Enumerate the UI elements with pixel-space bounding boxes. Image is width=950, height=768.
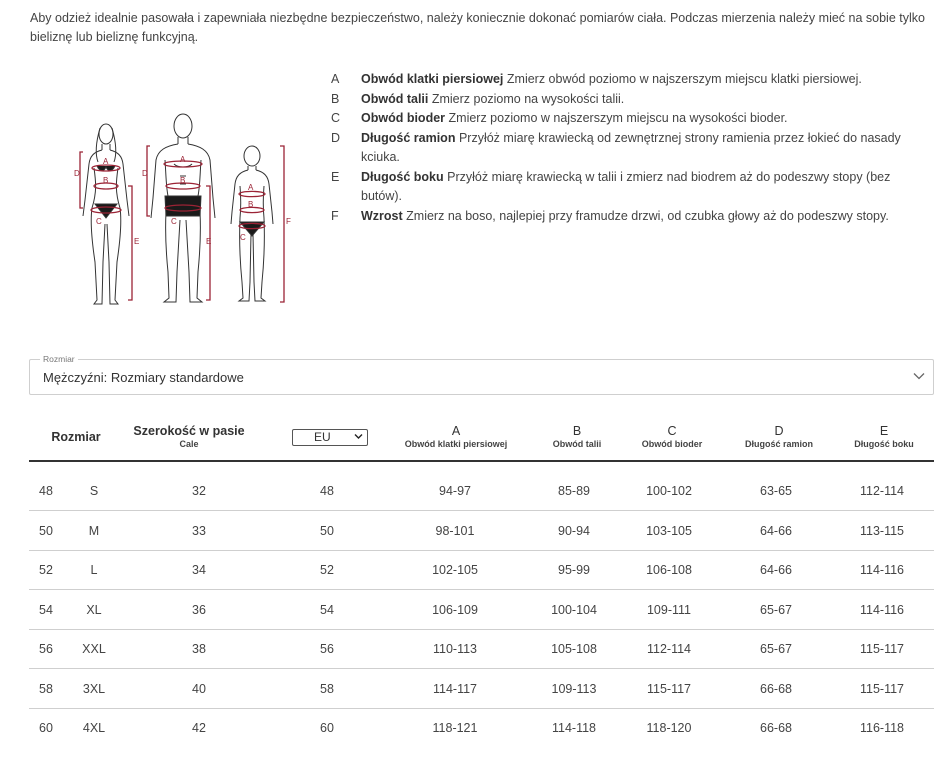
cell-waist: 38 — [192, 642, 206, 656]
size-select-value: Mężczyźni: Rozmiary standardowe — [43, 370, 244, 385]
figure-label-c: C — [96, 217, 102, 226]
cell-waist: 40 — [192, 681, 206, 696]
intro-text: Aby odzież idealnie pasowała i zapewniała niezbędne bezpieczeństwo, należy koniecznie dokonać pomiarów ciała. Podczas mierzenia należy mieć na sobie tylko bieliznę lub bieliznę funkcyjną. — [30, 11, 925, 44]
figure-label-d: D — [142, 169, 148, 178]
legend-description: Zmierz poziomo w najszerszym miejscu na wysokości bioder. — [448, 111, 788, 125]
cell-num: 60 — [39, 721, 53, 735]
body-measurement-illustration — [70, 112, 300, 308]
figure-label-a: A — [180, 155, 186, 164]
legend-item-a: A Obwód klatki piersiowej Zmierz obwód poziomo w najszerszym miejscu klatki piersiowej. — [331, 72, 862, 86]
figure-label-e: E — [134, 237, 140, 246]
cell-size: L — [90, 563, 98, 577]
cell-c: 115-117 — [646, 681, 692, 696]
figure-label-c: C — [240, 233, 246, 242]
header-size: Rozmiar — [51, 430, 101, 444]
cell-waist: 32 — [192, 484, 206, 498]
cell-eu: 52 — [320, 563, 334, 577]
cell-e: 116-118 — [859, 721, 905, 735]
legend-description: Przyłóż miarę krawiecką od zewnętrznej strony ramienia przez łokieć do nasady kciuka. — [361, 130, 901, 164]
cell-d: 63-65 — [760, 484, 792, 498]
cell-c: 103-105 — [646, 523, 692, 538]
cell-d: 64-66 — [760, 563, 792, 577]
cell-b: 85-89 — [558, 484, 590, 498]
legend-item-f: F Wzrost Zmierz na boso, najlepiej przy framudze drzwi, od czubka głowy aż do podeszwy stopy. — [331, 208, 889, 223]
cell-size: XL — [86, 602, 102, 617]
legend-title: Wzrost — [361, 208, 403, 223]
legend-description: Przyłóż miarę krawiecką w talii i zmierz nad biodrem aż do podeszwy stopy (bez butów). — [361, 169, 891, 203]
figure-label-c: C — [171, 217, 177, 226]
cell-a: 98-101 — [435, 523, 475, 538]
size-select-label: Rozmiar — [40, 354, 78, 364]
measurement-legend — [331, 70, 921, 226]
chevron-down-icon — [913, 372, 925, 380]
cell-b: 114-118 — [551, 721, 597, 735]
table-row — [29, 630, 934, 669]
cell-c: 100-102 — [646, 484, 692, 498]
cell-d: 66-68 — [760, 721, 792, 735]
legend-title: Obwód bioder — [361, 111, 446, 125]
cell-eu: 56 — [320, 642, 334, 656]
header-waist: Szerokość w pasie Cale — [133, 424, 245, 449]
size-table-header — [29, 418, 934, 460]
cell-b: 100-104 — [551, 602, 597, 617]
header-a: A Obwód klatki piersiowej — [404, 424, 508, 449]
table-row — [29, 591, 934, 630]
cell-d: 64-66 — [760, 523, 792, 538]
cell-b: 105-108 — [551, 642, 597, 656]
table-row — [29, 709, 934, 747]
cell-waist: 36 — [192, 602, 206, 617]
figure-label-b: B — [103, 176, 109, 185]
legend-description: Zmierz obwód poziomo w najszerszym miejscu klatki piersiowej. — [506, 72, 862, 86]
size-system-value: EU — [314, 430, 331, 444]
cell-e: 115-117 — [859, 642, 905, 656]
cell-e: 114-116 — [859, 563, 905, 577]
header-c: C Obwód bioder — [641, 424, 703, 449]
size-category-select[interactable] — [29, 354, 934, 395]
cell-e: 114-116 — [859, 602, 905, 617]
cell-a: 114-117 — [432, 681, 478, 696]
cell-c: 118-120 — [646, 721, 692, 735]
table-row — [29, 512, 934, 551]
legend-description: Zmierz na boso, najlepiej przy framudze drzwi, od czubka głowy aż do podeszwy stopy. — [406, 208, 889, 223]
cell-size: 3XL — [82, 681, 106, 696]
figure-label-b: B — [248, 200, 254, 209]
chevron-down-icon — [354, 433, 363, 440]
cell-num: 58 — [39, 681, 53, 696]
cell-eu: 58 — [320, 681, 334, 696]
cell-eu: 48 — [320, 484, 334, 498]
cell-b: 109-113 — [551, 681, 597, 696]
cell-size: 4XL — [82, 721, 106, 735]
cell-num: 48 — [39, 484, 53, 498]
cell-d: 65-67 — [760, 642, 792, 656]
cell-a: 118-121 — [432, 721, 478, 735]
legend-item-e: E Długość boku Przyłóż miarę krawiecką w talii i zmierz nad biodrem aż do podeszwy stopy (bez butów). — [331, 169, 891, 203]
cell-a: 94-97 — [439, 484, 471, 498]
figure-label-f: F — [286, 217, 291, 226]
legend-title: Długość ramion — [361, 130, 456, 145]
cell-num: 50 — [39, 523, 53, 538]
header-b: B Obwód talii — [552, 424, 602, 449]
cell-c: 112-114 — [646, 642, 692, 656]
figure-label-a: A — [248, 183, 254, 192]
table-row — [29, 670, 934, 709]
legend-item-d: D Długość ramion Przyłóż miarę krawiecką od zewnętrznej strony ramienia przez łokieć do nasady kciuka. — [331, 130, 901, 164]
cell-c: 106-108 — [646, 563, 692, 577]
cell-a: 102-105 — [432, 563, 478, 577]
header-divider — [29, 460, 934, 462]
cell-waist: 33 — [192, 523, 206, 538]
figure-label-d: D — [74, 169, 80, 178]
figure-label-b: B — [180, 176, 186, 185]
cell-size: M — [88, 523, 100, 538]
size-table-body — [29, 472, 934, 748]
legend-title: Długość boku — [361, 169, 444, 184]
cell-eu: 50 — [320, 523, 334, 538]
legend-title: Obwód klatki piersiowej — [361, 72, 504, 86]
cell-b: 90-94 — [558, 523, 590, 538]
cell-a: 110-113 — [432, 642, 478, 656]
cell-waist: 34 — [192, 563, 206, 577]
legend-item-c: C Obwód bioder Zmierz poziomo w najszerszym miejscu na wysokości bioder. — [331, 111, 788, 125]
cell-d: 65-67 — [760, 602, 792, 617]
table-row — [29, 472, 934, 511]
cell-b: 95-99 — [558, 563, 590, 577]
cell-size: XXL — [82, 642, 106, 656]
table-row — [29, 551, 934, 590]
header-d: D Długość ramion — [744, 424, 813, 449]
cell-num: 52 — [39, 563, 53, 577]
cell-size: S — [89, 484, 99, 498]
cell-a: 106-109 — [432, 602, 478, 617]
cell-d: 66-68 — [760, 681, 792, 696]
cell-e: 112-114 — [859, 484, 905, 498]
cell-eu: 54 — [320, 602, 334, 617]
figure-label-a: A — [103, 157, 109, 166]
legend-title: Obwód talii — [361, 91, 429, 106]
cell-e: 113-115 — [859, 523, 905, 538]
figure-label-e: E — [206, 237, 212, 246]
size-system-select[interactable] — [292, 429, 368, 446]
legend-description: Zmierz poziomo na wysokości talii. — [431, 91, 625, 106]
cell-waist: 42 — [192, 721, 206, 735]
cell-num: 54 — [39, 602, 53, 617]
header-e: E Długość boku — [854, 424, 914, 449]
cell-e: 115-117 — [859, 681, 905, 696]
cell-eu: 60 — [320, 721, 334, 735]
legend-item-b: B Obwód talii Zmierz poziomo na wysokości talii. — [331, 91, 625, 106]
cell-num: 56 — [39, 642, 53, 656]
cell-c: 109-111 — [646, 602, 692, 617]
